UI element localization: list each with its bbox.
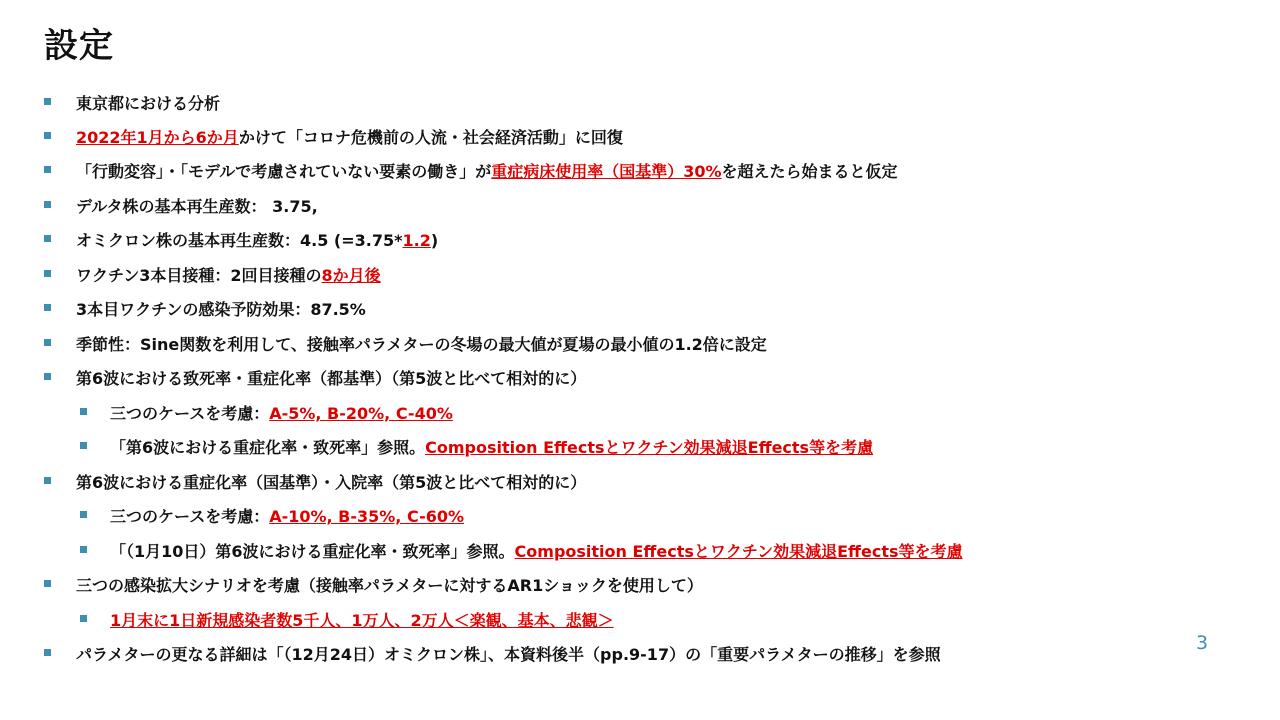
- highlighted-text: Composition Effectsとワクチン効果減退Effects等を考慮: [514, 542, 963, 561]
- bullet-marker-icon: [44, 339, 51, 346]
- bullet-text: [76, 194, 318, 217]
- bullet-text: [76, 228, 438, 251]
- highlighted-text: Composition Effectsとワクチン効果減退Effects等を考慮: [425, 438, 874, 457]
- bullet-marker-icon: [44, 270, 51, 277]
- bullet-text: [110, 608, 614, 631]
- bullet-text-segment: 三つのケースを考慮：: [110, 404, 270, 423]
- bullet-text: [110, 504, 464, 527]
- bullet-marker-icon: [44, 98, 51, 105]
- bullet-marker-icon: [44, 235, 51, 242]
- bullet-text: [76, 91, 220, 114]
- bullet-text: [76, 642, 941, 665]
- bullet-text: [110, 435, 873, 458]
- bullet-text-segment: 3本目ワクチンの感染予防効果：87.5%: [76, 300, 366, 319]
- bullet-text: [76, 159, 898, 182]
- bullet-text: [76, 366, 586, 389]
- bullet-text-segment: 「第6波における重症化率・致死率」参照。: [110, 438, 426, 457]
- bullet-marker-icon: [80, 442, 87, 449]
- bullet-text-segment: を超えたら始まると仮定: [721, 162, 898, 181]
- bullet-text-segment: 季節性：Sine関数を利用して、接触率パラメターの冬場の最大値が夏場の最小値の1.2倍に設定: [76, 335, 767, 354]
- bullet-text: [110, 539, 963, 562]
- bullet-text-segment: 「（1月10日）第6波における重症化率・致死率」参照。: [110, 542, 515, 561]
- highlighted-text: A-10%, B-35%, C-60%: [269, 507, 464, 526]
- highlighted-text: 2022年1月から6か月: [76, 128, 239, 147]
- bullet-text: [76, 297, 366, 320]
- bullet-text-segment: 東京都における分析: [76, 94, 221, 113]
- bullet-text: [76, 125, 623, 148]
- bullet-text: [76, 573, 703, 596]
- bullet-marker-icon: [44, 166, 51, 173]
- bullet-text-segment: 第6波における致死率・重症化率（都基準）（第5波と比べて相対的に）: [76, 369, 587, 388]
- highlighted-text: A-5%, B-20%, C-40%: [269, 404, 453, 423]
- highlighted-text: 1.2: [402, 231, 431, 250]
- bullet-marker-icon: [80, 546, 87, 553]
- bullet-text-segment: ): [430, 231, 439, 250]
- bullet-text-segment: 三つのケースを考慮：: [110, 507, 270, 526]
- bullet-text-segment: かけて「コロナ危機前の人流・社会経済活動」に回復: [238, 128, 623, 147]
- bullet-text: [110, 401, 453, 424]
- bullet-text-segment: パラメターの更なる詳細は「（12月24日）オミクロン株」、本資料後半（pp.9-17）の「重要パラメターの推移」を参照: [76, 645, 941, 664]
- bullet-text: [76, 470, 586, 493]
- bullet-marker-icon: [44, 649, 51, 656]
- bullet-text: [76, 263, 381, 286]
- bullet-marker-icon: [44, 132, 51, 139]
- bullet-marker-icon: [44, 477, 51, 484]
- highlighted-text: 重症病床使用率（国基準）30%: [491, 162, 722, 181]
- slide-title: 設定: [44, 26, 114, 66]
- bullet-text: [76, 332, 767, 355]
- bullet-marker-icon: [80, 615, 87, 622]
- bullet-marker-icon: [80, 511, 87, 518]
- bullet-text-segment: 「行動変容」・「モデルで考慮されていない要素の働き」が: [76, 162, 492, 181]
- bullet-text-segment: デルタ株の基本再生産数： 3.75,: [76, 197, 318, 216]
- highlighted-text: 1月末に1日新規感染者数5千人、1万人、2万人＜楽観、基本、悲観＞: [110, 611, 614, 630]
- bullet-text-segment: 第6波における重症化率（国基準）・入院率（第5波と比べて相対的に）: [76, 473, 587, 492]
- bullet-text-segment: ワクチン3本目接種：2回目接種の: [76, 266, 322, 285]
- bullet-marker-icon: [44, 373, 51, 380]
- bullet-text-segment: オミクロン株の基本再生産数：4.5 (=3.75*: [76, 231, 403, 250]
- bullet-marker-icon: [44, 304, 51, 311]
- page-number: 3: [1196, 632, 1209, 654]
- bullet-text-segment: 三つの感染拡大シナリオを考慮（接触率パラメターに対するAR1ショックを使用して）: [76, 576, 703, 595]
- bullet-marker-icon: [44, 201, 51, 208]
- bullet-marker-icon: [44, 580, 51, 587]
- highlighted-text: 8か月後: [321, 266, 381, 285]
- bullet-marker-icon: [80, 408, 87, 415]
